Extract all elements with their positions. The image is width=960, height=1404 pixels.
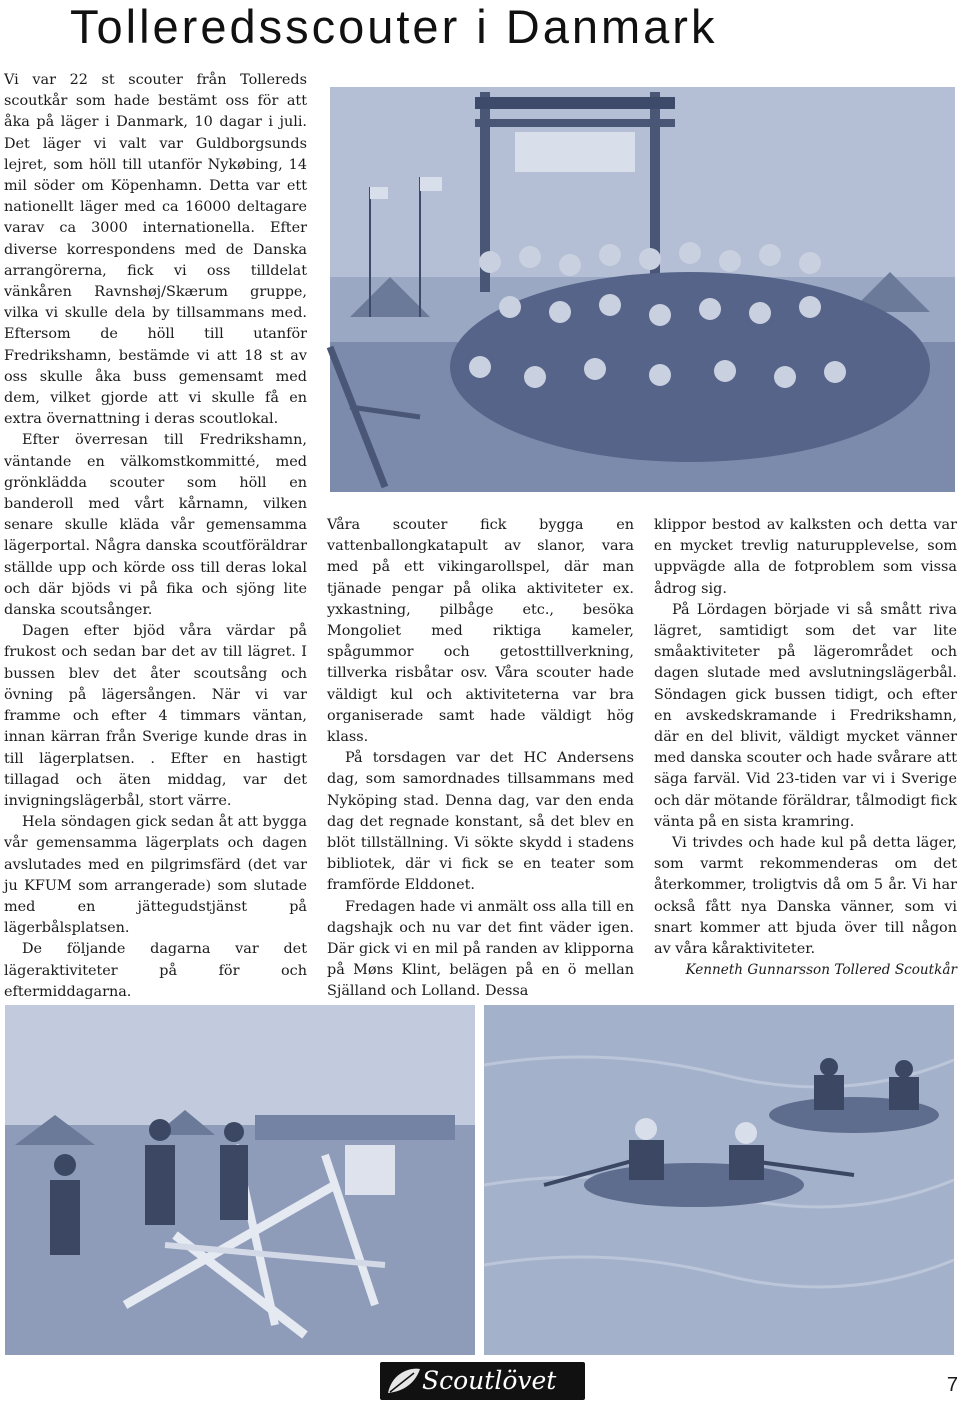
article-column-1: [4, 70, 307, 1000]
scout-group-photo: [330, 87, 955, 492]
article-column-3: [654, 515, 957, 980]
logo-text: Scoutlövet: [422, 1366, 557, 1395]
article-paragraph: På torsdagen var det HC Andersens dag, som samordnades tillsammans med Nyköping stad. Denna dag, var den enda dag det regnade konstant, så det blev en blöt tillställning. Vi sökte skydd i stadens bibliotek, där vi fick se en teater som framförde Elddonet.: [327, 750, 634, 894]
article-paragraph: Efter överresan till Fredrikshamn, väntande en välkomstkommitté, med grönklädda scouter som höll en banderoll med vårt kårnamn, vilken senare skulle kläda vår gemensamma lägerportal. Några danska scoutföräldrar ställde upp och körde oss till deras lokal och där bjöds vi på fika och sjöng lite danska scoutsånger.: [4, 432, 307, 619]
article-paragraph: De följande dagarna var det lägeraktiviteter på för och eftermiddagarna.: [4, 941, 307, 1000]
leaf-icon: [384, 1365, 424, 1397]
catapult-photo: [5, 1005, 475, 1355]
article-paragraph: Våra scouter fick bygga en vattenballongkatapult av slanor, vara med på ett vikingarollspel, där man tjänade pengar på olika aktiviteter ex. yxkastning, pilbåge etc., besöka Mongoliet med riktiga kameler, spågummor och getosttillverkning, tillverka risbåtar osv. Våra scouter hade väldigt kul och aktiviteterna var bra organiserade samt hade väldigt hög klass.: [327, 517, 634, 746]
article-column-2: [327, 515, 634, 1000]
article-paragraph: klippor bestod av kalksten och detta var en mycket trevlig naturupplevelse, som uppvägde alla de fotproblem som vissa ådrog sig.: [654, 517, 957, 597]
page-number: 7: [946, 1374, 958, 1396]
article-paragraph: På Lördagen började vi så smått riva lägret, samtidigt som det var lite småaktiviteter på lägerområdet och dagen slutade med avslutningslägerbål. Söndagen gick bussen tidigt, och efter en avskedskramande i Fredrikshamn, där en del blivit, väldigt mycket vänner med danska scouter och hade svårare att säga farväl. Vid 23-tiden var vi i Sverige och där mötande föräldrar, tålmodigt fick vänta på en sista kramring.: [654, 601, 957, 830]
article-paragraph: Vi var 22 st scouter från Tollereds scoutkår som hade bestämt oss för att åka på läger i Danmark, 10 dagar i juli. Det läger vi valt var Guldborgsunds lejret, som höll till utanför Nykøbing, 14 mil söder om Köpenhamn. Detta var ett nationellt läger med ca 16000 deltagare varav ca 3000 internationella. Efter diverse korrespondens med de Danska arrangörerna, fick vi oss tilldelat vänkåren Ravnshøj/Skærum gruppe, vilka vi skulle dela by tillsammans med. Eftersom de höll till utanför Fredrikshamn, bestämde vi att 18 st av oss skulle åka buss gemensamt med dem, vilket gjorde att vi skulle få en extra övernattning i deras scoutlokal.: [4, 72, 307, 428]
scoutlovet-logo: [380, 1362, 585, 1400]
article-signature: Kenneth Gunnarsson Tollered Scoutkår: [685, 962, 957, 979]
article-paragraph: Dagen efter bjöd våra värdar på frukost och sedan bar det av till lägret. I bussen blev det åter scoutsång och övning på lägersången. När vi var framme och efter 4 timmars väntan, innan kärran från Sverige kunde dras in till lägerplatsen. . Efter en hastigt tillagad och äten middag, var det invigningslägerbål, stort värre.: [4, 623, 307, 809]
article-paragraph: Vi trivdes och hade kul på detta läger, som varmt rekommenderas om det återkommer, troligtvis då om 5 år. Vi har också fått nya Danska vänner, som vi snart kommer att bjuda över till någon av våra kåraktiviteter.: [654, 835, 957, 958]
raft-photo: [484, 1005, 954, 1355]
article-paragraph: Hela söndagen gick sedan åt att bygga vår gemensamma lägerplats och dagen avslutades med en pilgrimsfärd (det var ju KFUM som arrangerade) som slutade med en jättegudstjänst på lägerbålsplatsen.: [4, 814, 307, 937]
page-title: Tolleredsscouter i Danmark: [70, 0, 718, 53]
article-paragraph: Fredagen hade vi anmält oss alla till en dagshajk och nu var det fint väder igen. Där gick vi en mil på randen av klipporna på Møns Klint, belägen på en ö mellan Själland och Lolland. Dessa: [327, 898, 634, 1000]
